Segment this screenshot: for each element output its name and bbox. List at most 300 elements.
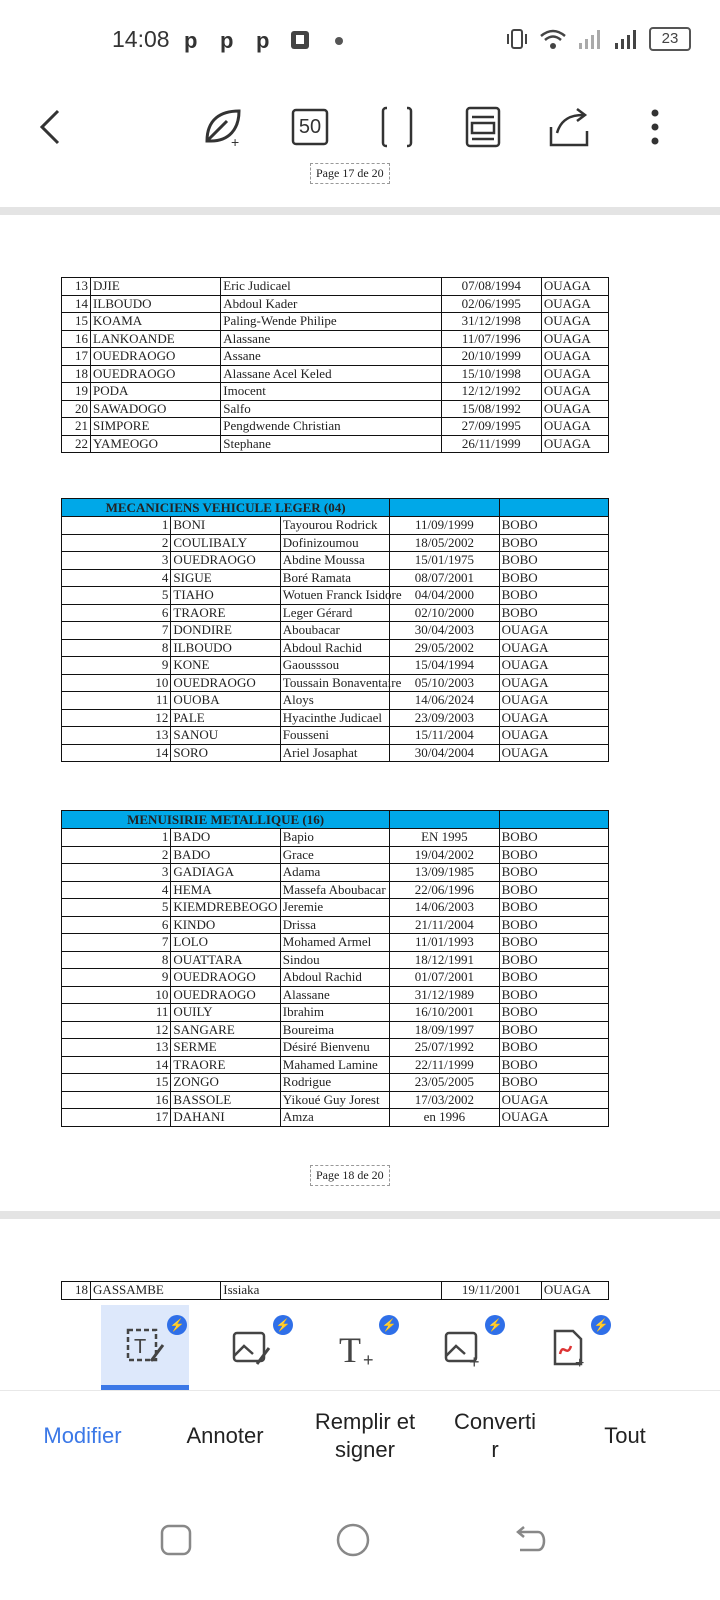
row-number: 20: [62, 400, 91, 418]
birth-date: 11/07/1996: [441, 330, 541, 348]
lightning-icon: ⚡: [167, 1315, 187, 1335]
first-name: Assane: [221, 348, 441, 366]
document-view-button[interactable]: [460, 104, 506, 150]
vibrate-icon: [505, 27, 529, 51]
birth-date: 26/11/1999: [441, 435, 541, 453]
city: OUAGA: [499, 1091, 608, 1109]
first-name: Stephane: [221, 435, 441, 453]
row-number: 16: [62, 1091, 171, 1109]
first-name: Yikoué Guy Jorest: [280, 1091, 389, 1109]
city: OUAGA: [499, 1109, 608, 1127]
annotate-pen-button[interactable]: [200, 104, 246, 150]
svg-text:+: +: [469, 1351, 480, 1372]
notification-p-icon: p: [220, 28, 234, 53]
row-number: 13: [62, 1039, 171, 1057]
top-toolbar: [0, 80, 720, 175]
first-name: Hyacinthe Judicael: [280, 709, 389, 727]
last-name: ILBOUDO: [171, 639, 280, 657]
city: BOBO: [499, 951, 608, 969]
edit-image-icon: [231, 1328, 271, 1368]
table-row: [62, 418, 609, 436]
first-name: Désiré Bienvenu: [280, 1039, 389, 1057]
birth-date: 01/07/2001: [390, 969, 499, 987]
add-image-icon: [443, 1328, 483, 1372]
last-name: OUATTARA: [171, 951, 280, 969]
birth-date: 30/04/2003: [390, 622, 499, 640]
add-text-icon: [337, 1328, 377, 1368]
first-name: Alassane Acel Keled: [221, 365, 441, 383]
city: BOBO: [499, 1056, 608, 1074]
first-name: Fousseni: [280, 727, 389, 745]
city: BOBO: [499, 552, 608, 570]
last-name: SIGUE: [171, 569, 280, 587]
last-name: YAMEOGO: [91, 435, 221, 453]
row-number: 16: [62, 330, 91, 348]
row-number: 12: [62, 1021, 171, 1039]
table-row: [62, 951, 609, 969]
last-name: SORO: [171, 744, 280, 762]
notification-p-icon: p: [256, 28, 270, 53]
home-icon[interactable]: [333, 1520, 373, 1560]
last-name: ILBOUDO: [91, 295, 221, 313]
table-row: [62, 1074, 609, 1092]
more-options-button[interactable]: [632, 104, 678, 150]
last-name: DONDIRE: [171, 622, 280, 640]
first-name: Toussain Bonaventaire: [280, 674, 389, 692]
city: OUAGA: [499, 674, 608, 692]
system-nav-bar: [0, 1480, 720, 1600]
first-name: Leger Gérard: [280, 604, 389, 622]
birth-date: 14/06/2024: [390, 692, 499, 710]
bottom-tab-bar: [0, 1390, 720, 1481]
section-title: MECANICIENS VEHICULE LEGER (04): [62, 499, 390, 517]
last-name: ZONGO: [171, 1074, 280, 1092]
fit-screen-icon: [377, 105, 417, 149]
signal-icon: [577, 27, 603, 51]
city: OUAGA: [541, 383, 608, 401]
last-name: OUEDRAOGO: [171, 552, 280, 570]
more-icon: [650, 107, 660, 147]
first-name: Rodrigue: [280, 1074, 389, 1092]
table-row: [62, 1091, 609, 1109]
first-name: Aboubacar: [280, 622, 389, 640]
edit-text-icon: [125, 1325, 165, 1365]
birth-date: 08/07/2001: [390, 569, 499, 587]
row-number: 7: [62, 934, 171, 952]
row-number: 7: [62, 622, 171, 640]
table-row: [62, 829, 609, 847]
section-title: MENUISIRIE METALLIQUE (16): [62, 811, 390, 829]
row-number: 14: [62, 744, 171, 762]
city: BOBO: [499, 1004, 608, 1022]
birth-date: 23/05/2005: [390, 1074, 499, 1092]
city: OUAGA: [541, 330, 608, 348]
first-name: Abdine Moussa: [280, 552, 389, 570]
page-separator: [0, 207, 720, 215]
city: BOBO: [499, 934, 608, 952]
birth-date: 13/09/1985: [390, 864, 499, 882]
signal-icon: [613, 27, 639, 51]
pdf-viewer[interactable]: [0, 166, 720, 1305]
back-button[interactable]: [28, 104, 74, 150]
last-name: OUEDRAOGO: [171, 674, 280, 692]
leaf-pen-icon: [201, 105, 245, 149]
students-table-menuiserie: [61, 810, 609, 1127]
birth-date: 15/08/1992: [441, 400, 541, 418]
svg-text:+: +: [575, 1354, 585, 1372]
first-name: Mohamed Armel: [280, 934, 389, 952]
recent-apps-icon[interactable]: [156, 1520, 196, 1560]
last-name: GADIAGA: [171, 864, 280, 882]
city: BOBO: [499, 569, 608, 587]
birth-date: 23/09/2003: [390, 709, 499, 727]
birth-date: 22/11/1999: [390, 1056, 499, 1074]
first-name: Pengdwende Christian: [221, 418, 441, 436]
birth-date: 27/09/1995: [441, 418, 541, 436]
row-number: 10: [62, 674, 171, 692]
last-name: BADO: [171, 829, 280, 847]
row-number: 3: [62, 864, 171, 882]
table-row: [62, 383, 609, 401]
table-row: [62, 727, 609, 745]
city: BOBO: [499, 864, 608, 882]
battery-icon: 23: [649, 27, 691, 51]
row-number: 17: [62, 1109, 171, 1127]
tab-tout[interactable]: Tout: [604, 1423, 646, 1448]
system-icons: [505, 24, 691, 54]
table-row: [62, 348, 609, 366]
last-name: SAWADOGO: [91, 400, 221, 418]
row-number: 4: [62, 569, 171, 587]
city: OUAGA: [499, 622, 608, 640]
clock: 14:08: [112, 26, 170, 52]
last-name: SANOU: [171, 727, 280, 745]
page-separator: [0, 1211, 720, 1219]
last-name: OUEDRAOGO: [171, 986, 280, 1004]
lightning-icon: ⚡: [273, 1315, 293, 1335]
birth-date: 04/04/2000: [390, 587, 499, 605]
pdf-sign-tool[interactable]: [525, 1305, 613, 1390]
row-number: 4: [62, 881, 171, 899]
row-number: 11: [62, 1004, 171, 1022]
fit-screen-button[interactable]: [374, 104, 420, 150]
city: BOBO: [499, 881, 608, 899]
city: OUAGA: [541, 365, 608, 383]
city: BOBO: [499, 899, 608, 917]
first-name: Gaousssou: [280, 657, 389, 675]
row-number: 18: [62, 1282, 91, 1300]
wifi-icon: [539, 27, 567, 51]
tab-annoter[interactable]: Annoter: [186, 1423, 264, 1448]
app-notification-icon: [290, 30, 312, 50]
document-view-icon: [463, 105, 503, 149]
row-number: 10: [62, 986, 171, 1004]
birth-date: 17/03/2002: [390, 1091, 499, 1109]
birth-date: 16/10/2001: [390, 1004, 499, 1022]
row-number: 2: [62, 846, 171, 864]
tab-modifier[interactable]: Modifier: [43, 1423, 122, 1448]
birth-date: 15/10/1998: [441, 365, 541, 383]
first-name: Imocent: [221, 383, 441, 401]
city: BOBO: [499, 587, 608, 605]
first-name: Massefa Aboubacar: [280, 881, 389, 899]
last-name: OUEDRAOGO: [91, 348, 221, 366]
row-number: 13: [62, 727, 171, 745]
svg-text:+: +: [231, 134, 240, 150]
city: OUAGA: [499, 639, 608, 657]
birth-date: 31/12/1998: [441, 313, 541, 331]
city: OUAGA: [541, 278, 608, 296]
row-number: 14: [62, 295, 91, 313]
city: OUAGA: [541, 348, 608, 366]
table-row: [62, 692, 609, 710]
birth-date: 18/12/1991: [390, 951, 499, 969]
row-number: 5: [62, 899, 171, 917]
last-name: LANKOANDE: [91, 330, 221, 348]
row-number: 13: [62, 278, 91, 296]
city: BOBO: [499, 604, 608, 622]
city: BOBO: [499, 916, 608, 934]
table-row: [62, 639, 609, 657]
city: BOBO: [499, 517, 608, 535]
last-name: OUOBA: [171, 692, 280, 710]
last-name: TRAORE: [171, 1056, 280, 1074]
svg-text:T: T: [134, 1336, 147, 1358]
city: BOBO: [499, 1074, 608, 1092]
table-row: [62, 881, 609, 899]
add-image-tool[interactable]: [419, 1305, 507, 1390]
table-row: [62, 864, 609, 882]
city: OUAGA: [499, 727, 608, 745]
lightning-icon: ⚡: [591, 1315, 611, 1335]
pdf-sign-icon: [549, 1328, 589, 1372]
last-name: OUEDRAOGO: [171, 969, 280, 987]
first-name: Issiaka: [221, 1282, 441, 1300]
first-name: Mahamed Lamine: [280, 1056, 389, 1074]
first-name: Amza: [280, 1109, 389, 1127]
last-name: KONE: [171, 657, 280, 675]
row-number: 8: [62, 639, 171, 657]
status-bar: [0, 0, 720, 80]
birth-date: 11/01/1993: [390, 934, 499, 952]
row-number: 1: [62, 517, 171, 535]
table-row: [62, 313, 609, 331]
table-row: [62, 330, 609, 348]
birth-date: 15/11/2004: [390, 727, 499, 745]
birth-date: 11/09/1999: [390, 517, 499, 535]
birth-date: 02/06/1995: [441, 295, 541, 313]
first-name: Abdoul Rachid: [280, 639, 389, 657]
table-row: [62, 517, 609, 535]
dot-icon: [334, 36, 344, 46]
last-name: PODA: [91, 383, 221, 401]
chevron-left-icon: [36, 107, 66, 147]
city: BOBO: [499, 534, 608, 552]
lightning-icon: ⚡: [379, 1315, 399, 1335]
birth-date: 15/04/1994: [390, 657, 499, 675]
row-number: 8: [62, 951, 171, 969]
first-name: Jeremie: [280, 899, 389, 917]
city: OUAGA: [499, 709, 608, 727]
tab-remplir-et-signer[interactable]: Remplir et signer: [314, 1409, 416, 1462]
last-name: KINDO: [171, 916, 280, 934]
last-name: SANGARE: [171, 1021, 280, 1039]
zoom-value: 50: [298, 115, 322, 138]
last-name: KOAMA: [91, 313, 221, 331]
first-name: Alassane: [280, 986, 389, 1004]
first-name: Boureima: [280, 1021, 389, 1039]
last-name: LOLO: [171, 934, 280, 952]
birth-date: 21/11/2004: [390, 916, 499, 934]
first-name: Abdoul Rachid: [280, 969, 389, 987]
last-name: KIEMDREBEOGO: [171, 899, 280, 917]
first-name: Dofinizoumou: [280, 534, 389, 552]
row-number: 1: [62, 829, 171, 847]
first-name: Sindou: [280, 951, 389, 969]
share-button[interactable]: [546, 104, 592, 150]
row-number: 2: [62, 534, 171, 552]
table-row: [62, 657, 609, 675]
table-row: [62, 365, 609, 383]
birth-date: 02/10/2000: [390, 604, 499, 622]
city: OUAGA: [541, 418, 608, 436]
last-name: BADO: [171, 846, 280, 864]
birth-date: 20/10/1999: [441, 348, 541, 366]
city: OUAGA: [541, 295, 608, 313]
table-row: [62, 435, 609, 453]
table-row: [62, 969, 609, 987]
birth-date: 14/06/2003: [390, 899, 499, 917]
city: OUAGA: [541, 435, 608, 453]
city: BOBO: [499, 1039, 608, 1057]
row-number: 9: [62, 657, 171, 675]
table-row: [62, 1109, 609, 1127]
first-name: Ibrahim: [280, 1004, 389, 1022]
birth-date: EN 1995: [390, 829, 499, 847]
birth-date: 19/11/2001: [441, 1282, 541, 1300]
birth-date: 15/01/1975: [390, 552, 499, 570]
edit-image-tool[interactable]: [207, 1305, 295, 1390]
city: OUAGA: [499, 744, 608, 762]
birth-date: 22/06/1996: [390, 881, 499, 899]
city: OUAGA: [499, 657, 608, 675]
city: BOBO: [499, 1021, 608, 1039]
edit-text-tool[interactable]: [101, 1305, 189, 1390]
table-row: [62, 278, 609, 296]
last-name: BASSOLE: [171, 1091, 280, 1109]
table-row: [62, 846, 609, 864]
table-row: [62, 934, 609, 952]
first-name: Bapio: [280, 829, 389, 847]
city: BOBO: [499, 829, 608, 847]
first-name: Eric Judicael: [221, 278, 441, 296]
table-row: [62, 295, 609, 313]
birth-date: 25/07/1992: [390, 1039, 499, 1057]
first-name: Drissa: [280, 916, 389, 934]
svg-text:T: T: [339, 1329, 361, 1370]
first-name: Tayourou Rodrick: [280, 517, 389, 535]
last-name: TIAHO: [171, 587, 280, 605]
row-number: 3: [62, 552, 171, 570]
row-number: 6: [62, 604, 171, 622]
last-name: SERME: [171, 1039, 280, 1057]
birth-date: 31/12/1989: [390, 986, 499, 1004]
table-row: [62, 622, 609, 640]
last-name: GASSAMBE: [91, 1282, 221, 1300]
last-name: SIMPORE: [91, 418, 221, 436]
city: BOBO: [499, 969, 608, 987]
birth-date: 07/08/1994: [441, 278, 541, 296]
table-row: [62, 674, 609, 692]
share-icon: [547, 105, 591, 149]
birth-date: 18/05/2002: [390, 534, 499, 552]
last-name: DAHANI: [171, 1109, 280, 1127]
svg-text:+: +: [363, 1349, 374, 1370]
students-table-continued: [61, 277, 609, 453]
last-name: OUILY: [171, 1004, 280, 1022]
notification-p-icon: p: [184, 28, 198, 53]
row-number: 11: [62, 692, 171, 710]
row-number: 21: [62, 418, 91, 436]
city: OUAGA: [541, 1282, 608, 1300]
city: OUAGA: [541, 313, 608, 331]
first-name: Ariel Josaphat: [280, 744, 389, 762]
row-number: 19: [62, 383, 91, 401]
table-row: [62, 744, 609, 762]
table-row: [62, 587, 609, 605]
table-row: [62, 709, 609, 727]
students-table-mecaniciens: [61, 498, 609, 762]
table-row: [62, 899, 609, 917]
birth-date: 05/10/2003: [390, 674, 499, 692]
back-nav-icon[interactable]: [510, 1520, 550, 1560]
add-text-tool[interactable]: [313, 1305, 401, 1390]
first-name: Abdoul Kader: [221, 295, 441, 313]
birth-date: 29/05/2002: [390, 639, 499, 657]
birth-date: 18/09/1997: [390, 1021, 499, 1039]
city: BOBO: [499, 846, 608, 864]
first-name: Aloys: [280, 692, 389, 710]
table-row: [62, 552, 609, 570]
city: OUAGA: [499, 692, 608, 710]
table-row: [62, 986, 609, 1004]
table-row: [62, 1021, 609, 1039]
last-name: PALE: [171, 709, 280, 727]
birth-date: 30/04/2004: [390, 744, 499, 762]
tab-convertir[interactable]: Converti r: [454, 1409, 536, 1462]
row-number: 9: [62, 969, 171, 987]
first-name: Wotuen Franck Isidore: [280, 587, 389, 605]
students-table-next-page: [61, 1281, 609, 1300]
zoom-button[interactable]: [287, 104, 333, 150]
last-name: TRAORE: [171, 604, 280, 622]
table-row: [62, 604, 609, 622]
last-name: OUEDRAOGO: [91, 365, 221, 383]
row-number: 15: [62, 313, 91, 331]
table-row: [62, 1056, 609, 1074]
birth-date: en 1996: [390, 1109, 499, 1127]
first-name: Boré Ramata: [280, 569, 389, 587]
row-number: 17: [62, 348, 91, 366]
page-label: Page 18 de 20: [310, 1165, 390, 1186]
edit-tools-bar: [0, 1305, 720, 1390]
city: OUAGA: [541, 400, 608, 418]
row-number: 5: [62, 587, 171, 605]
city: BOBO: [499, 986, 608, 1004]
last-name: BONI: [171, 517, 280, 535]
table-row: [62, 569, 609, 587]
last-name: COULIBALY: [171, 534, 280, 552]
